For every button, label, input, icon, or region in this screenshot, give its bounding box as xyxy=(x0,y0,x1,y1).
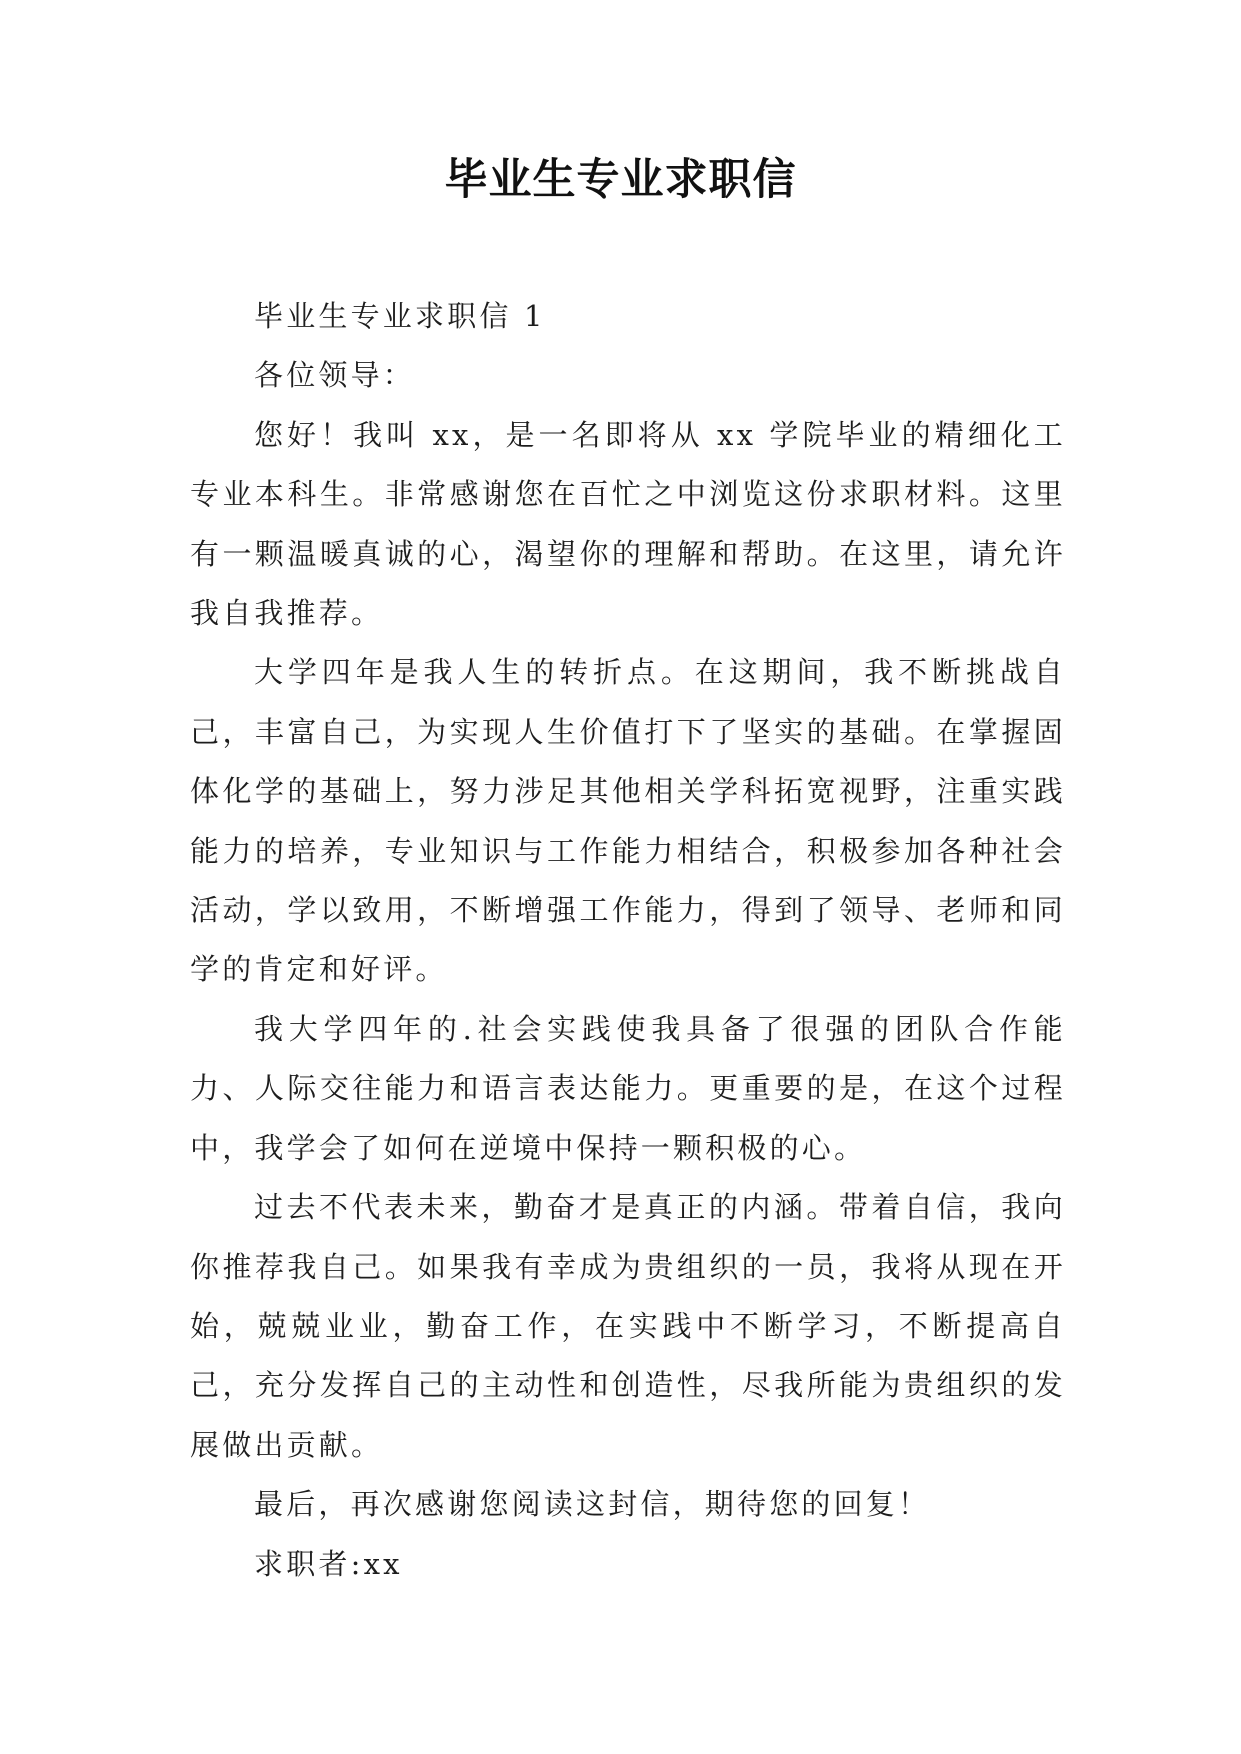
paragraph-practice: 我大学四年的.社会实践使我具备了很强的团队合作能力、人际交往能力和语言表达能力。更重要的是，在这个过程中，我学会了如何在逆境中保持一颗积极的心。 xyxy=(190,1011,1066,1165)
document-title: 毕业生专业求职信 xyxy=(444,155,797,205)
paragraph-intro: 您好！我叫 xx，是一名即将从 xx 学院毕业的精细化工专业本科生。非常感谢您在百忙之中浏览这份求职材料。这里有一颗温暖真诚的心，渴望你的理解和帮助。在这里，请允许我自我推荐。 xyxy=(190,417,1066,631)
paragraph-university: 大学四年是我人生的转折点。在这期间，我不断挑战自己，丰富自己，为实现人生价值打下了坚实的基础。在掌握固体化学的基础上，努力涉足其他相关学科拓宽视野，注重实践能力的培养，专业知识与工作能力相结合，积极参加各种社会活动，学以致用，不断增强工作能力，得到了领导、老师和同学的肯定和好评。 xyxy=(190,655,1066,987)
paragraph-closing: 最后，再次感谢您阅读这封信，期待您的回复！ xyxy=(254,1487,931,1522)
salutation: 各位领导： xyxy=(254,358,416,393)
signature: 求职者:xx xyxy=(254,1546,403,1581)
letter-heading: 毕业生专业求职信 1 xyxy=(254,299,546,333)
letter-body xyxy=(190,287,1066,1594)
paragraph-recommendation: 过去不代表未来，勤奋才是真正的内涵。带着自信，我向你推荐我自己。如果我有幸成为贵组织的一员，我将从现在开始，兢兢业业，勤奋工作，在实践中不断学习，不断提高自己，充分发挥自己的主动性和创造性，尽我所能为贵组织的发展做出贡献。 xyxy=(190,1190,1066,1462)
